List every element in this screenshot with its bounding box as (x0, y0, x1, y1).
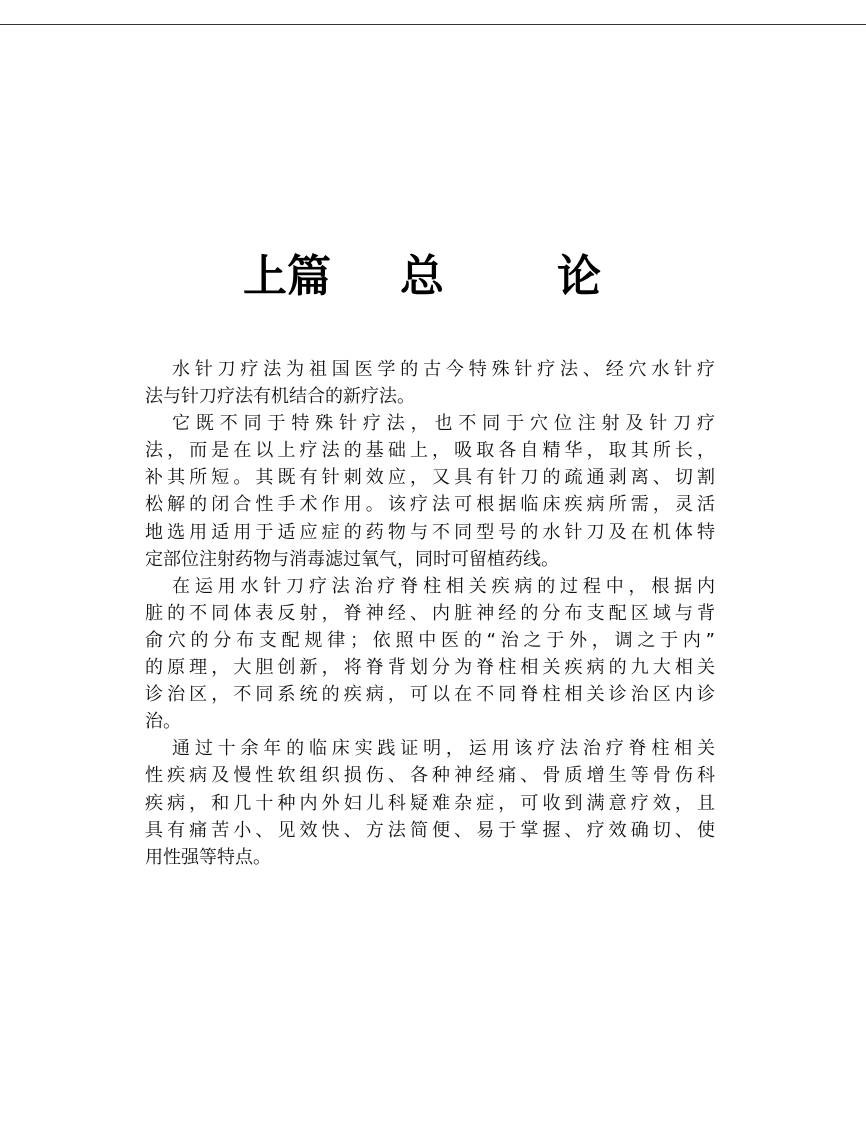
paragraph-line: 性疾病及慢性软组织损伤、各种神经痛、骨质增生等骨伤科 (145, 765, 715, 787)
title-part-3: 论 (557, 251, 601, 302)
paragraph-line: 法，而是在以上疗法的基础上，吸取各自精华，取其所长， (145, 440, 715, 462)
paragraph-line: 地选用适用于适应症的药物与不同型号的水针刀及在机体特 (145, 521, 715, 543)
paragraph-line: 具有痛苦小、见效快、方法简便、易于掌握、疗效确切、使 (145, 819, 715, 841)
paragraph-line: 诊治区，不同系统的疾病，可以在不同脊柱相关诊治区内诊 (145, 684, 715, 706)
paragraph-line: 它既不同于特殊针疗法，也不同于穴位注射及针刀疗 (172, 413, 715, 435)
paragraph-line: 俞穴的分布支配规律；依照中医的“治之于外，调之于内” (145, 629, 715, 651)
paragraph-line: 的原理，大胆创新，将脊背划分为脊柱相关疾病的九大相关 (145, 657, 715, 679)
chapter-title (0, 240, 866, 302)
paragraph-line: 用性强等特点。 (145, 846, 271, 868)
paragraph-line: 脏的不同体表反射，脊神经、内脏神经的分布支配区域与背 (145, 602, 715, 624)
paragraph-line: 补其所短。其既有针刺效应，又具有针刀的疏通剥离、切割 (145, 467, 715, 489)
title-part-2: 总 (400, 251, 444, 302)
paragraph-line: 法与针刀疗法有机结合的新疗法。 (145, 386, 415, 408)
title-part-1: 上篇 (243, 251, 331, 302)
paragraph-line: 定部位注射药物与消毒滤过氧气，同时可留植药线。 (145, 548, 559, 570)
body-text (145, 356, 715, 871)
paragraph-line: 水针刀疗法为祖国医学的古今特殊针疗法、经穴水针疗 (172, 359, 715, 380)
paragraph-line: 治。 (145, 711, 181, 733)
paragraph-line: 松解的闭合性手术作用。该疗法可根据临床疾病所需，灵活 (145, 494, 715, 516)
header-rule (0, 24, 866, 25)
paragraph-line: 疾病，和几十种内外妇儿科疑难杂症，可收到满意疗效，且 (145, 792, 715, 814)
paragraph-line: 在运用水针刀疗法治疗脊柱相关疾病的过程中，根据内 (172, 575, 715, 597)
paragraph-line: 通过十余年的临床实践证明，运用该疗法治疗脊柱相关 (172, 738, 715, 760)
